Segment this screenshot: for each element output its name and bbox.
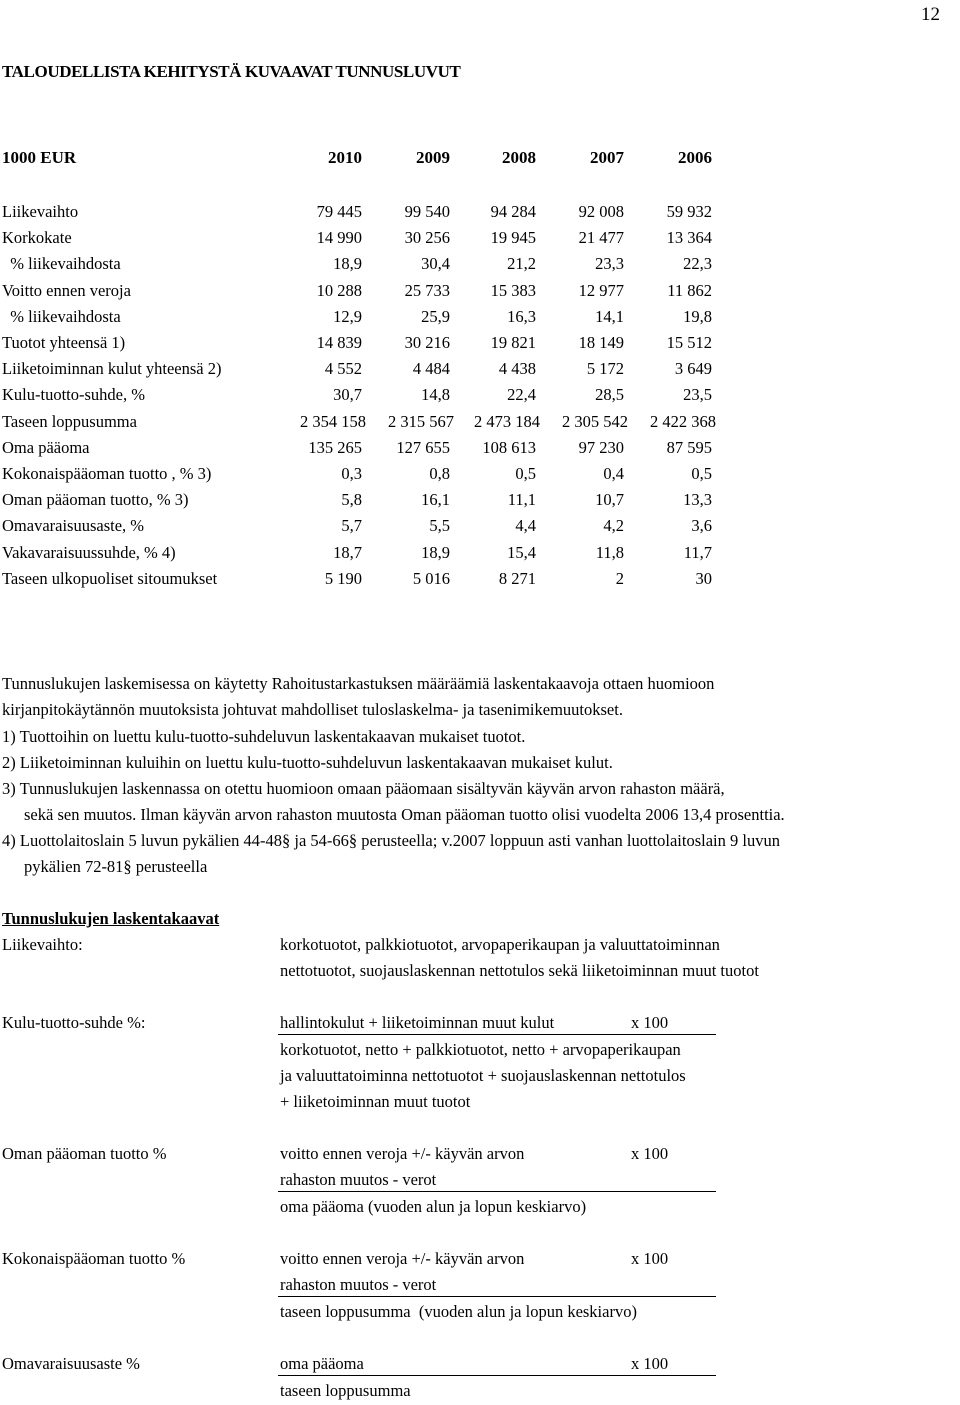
table-cell-2007: 21 477 [578, 228, 624, 247]
formula-kulu-tuotto-denominator-3: + liiketoiminnan muut tuotot [280, 1092, 471, 1111]
table-cell-2010: 14 839 [316, 333, 362, 352]
table-row-label: % liikevaihdosta [2, 254, 121, 273]
table-row-label: Omavaraisuusaste, % [2, 516, 145, 535]
footnote-4-cont: pykälien 72-81§ perusteella [24, 857, 208, 876]
table-cell-2006: 11,7 [683, 543, 712, 562]
table-cell-2009: 25 733 [404, 281, 450, 300]
formula-kulu-tuotto-numerator: hallintokulut + liiketoiminnan muut kulut [280, 1013, 555, 1032]
formula-label-omavaraisuus: Omavaraisuusaste % [2, 1354, 140, 1373]
table-cell-2006: 13,3 [683, 490, 712, 509]
table-cell-2010: 2 354 158 [300, 412, 366, 431]
table-cell-2010: 10 288 [316, 281, 362, 300]
table-cell-2008: 15,4 [507, 543, 536, 562]
formula-kokonaispaaoman-multiplier: x 100 [631, 1249, 669, 1268]
formula-label-oman-paaoman: Oman pääoman tuotto % [2, 1144, 167, 1163]
table-cell-2008: 11,1 [507, 490, 536, 509]
table-cell-2007: 12 977 [578, 281, 624, 300]
table-cell-2009: 5 016 [412, 569, 450, 588]
document-title: TALOUDELLISTA KEHITYSTÄ KUVAAVAT TUNNUSLUVUT [2, 62, 461, 81]
table-cell-2009: 30 256 [404, 228, 450, 247]
formula-oman-paaoman-multiplier: x 100 [631, 1144, 669, 1163]
table-cell-2010: 0,3 [341, 464, 362, 483]
table-row-label: Korkokate [2, 228, 72, 247]
table-cell-2009: 14,8 [421, 385, 450, 404]
table-cell-2007: 11,8 [595, 543, 624, 562]
table-cell-2007: 4,2 [603, 516, 624, 535]
table-cell-2007: 2 305 542 [562, 412, 628, 431]
table-cell-2007: 28,5 [595, 385, 624, 404]
table-row-label: Taseen loppusumma [2, 412, 137, 431]
table-cell-2008: 8 271 [498, 569, 536, 588]
table-cell-2006: 11 862 [667, 281, 712, 300]
table-cell-2008: 21,2 [507, 254, 536, 273]
table-cell-2009: 25,9 [421, 307, 450, 326]
formula-omavaraisuus-denominator: taseen loppusumma [280, 1381, 411, 1400]
table-cell-2009: 18,9 [421, 543, 450, 562]
formula-oman-paaoman-numerator-1: voitto ennen veroja +/- käyvän arvon [280, 1144, 525, 1163]
year-header-2010: 2010 [328, 148, 362, 167]
year-header-2008: 2008 [502, 148, 536, 167]
table-cell-2008: 0,5 [515, 464, 536, 483]
formula-kulu-tuotto-denominator-2: ja valuuttatoiminna nettotuotot + suojauslaskennan nettotulos [280, 1066, 686, 1085]
table-cell-2007: 5 172 [586, 359, 624, 378]
table-cell-2007: 23,3 [595, 254, 624, 273]
note-intro-line-1: Tunnuslukujen laskemisessa on käytetty Rahoitustarkastuksen määräämiä laskentakaavoja ottaen huomioon [2, 674, 715, 693]
fraction-rule [278, 1191, 716, 1192]
table-row-label: Kulu-tuotto-suhde, % [2, 385, 145, 404]
table-cell-2009: 5,5 [429, 516, 450, 535]
formula-kulu-tuotto-multiplier: x 100 [631, 1013, 669, 1032]
table-cell-2008: 4,4 [515, 516, 536, 535]
table-cell-2006: 19,8 [683, 307, 712, 326]
formula-label-liikevaihto: Liikevaihto: [2, 935, 83, 954]
table-cell-2006: 22,3 [683, 254, 712, 273]
table-cell-2009: 2 315 567 [388, 412, 454, 431]
fraction-rule [278, 1296, 716, 1297]
table-cell-2006: 3,6 [691, 516, 712, 535]
formula-oman-paaoman-numerator-2: rahaston muutos - verot [280, 1170, 437, 1189]
table-cell-2007: 2 [615, 569, 624, 588]
table-cell-2009: 30,4 [421, 254, 450, 273]
table-cell-2008: 15 383 [490, 281, 536, 300]
formulas-heading: Tunnuslukujen laskentakaavat [2, 909, 220, 928]
footnote-1: 1) Tuottoihin on luettu kulu-tuotto-suhdeluvun laskentakaavan mukaiset tuotot. [2, 727, 526, 746]
table-cell-2010: 30,7 [333, 385, 362, 404]
table-row-label: Oma pääoma [2, 438, 90, 457]
table-cell-2010: 135 265 [308, 438, 362, 457]
table-cell-2010: 4 552 [324, 359, 362, 378]
table-row-label: Vakavaraisuussuhde, % 4) [2, 543, 176, 562]
table-cell-2010: 12,9 [333, 307, 362, 326]
table-cell-2010: 5 190 [324, 569, 362, 588]
table-cell-2010: 79 445 [316, 202, 362, 221]
table-cell-2009: 0,8 [429, 464, 450, 483]
table-row-label: Voitto ennen veroja [2, 281, 131, 300]
table-cell-2007: 10,7 [595, 490, 624, 509]
table-cell-2008: 16,3 [507, 307, 536, 326]
table-cell-2007: 18 149 [578, 333, 624, 352]
table-cell-2006: 87 595 [666, 438, 712, 457]
formula-kokonaispaaoman-numerator-1: voitto ennen veroja +/- käyvän arvon [280, 1249, 525, 1268]
table-cell-2009: 4 484 [412, 359, 450, 378]
table-cell-2009: 30 216 [404, 333, 450, 352]
table-cell-2009: 99 540 [404, 202, 450, 221]
table-row-label: Liiketoiminnan kulut yhteensä 2) [2, 359, 222, 378]
table-cell-2006: 59 932 [666, 202, 712, 221]
footnote-3: 3) Tunnuslukujen laskennassa on otettu huomioon omaan pääomaan sisältyvän käyvän arvon rahaston määrä, [2, 779, 725, 798]
formula-label-kulu-tuotto: Kulu-tuotto-suhde %: [2, 1013, 146, 1032]
year-header-2009: 2009 [416, 148, 450, 167]
table-row-label: % liikevaihdosta [2, 307, 121, 326]
formula-liikevaihto-line-1: korkotuotot, palkkiotuotot, arvopaperikaupan ja valuuttatoiminnan [280, 935, 720, 954]
year-header-2007: 2007 [590, 148, 624, 167]
footnote-2: 2) Liiketoiminnan kuluihin on luettu kulu-tuotto-suhdeluvun laskentakaavan mukaiset kulut. [2, 753, 613, 772]
table-cell-2008: 22,4 [507, 385, 536, 404]
table-cell-2007: 97 230 [578, 438, 624, 457]
table-cell-2006: 30 [695, 569, 712, 588]
table-cell-2006: 15 512 [666, 333, 712, 352]
table-cell-2008: 19 821 [490, 333, 536, 352]
formula-oman-paaoman-denominator: oma pääoma (vuoden alun ja lopun keskiarvo) [280, 1197, 587, 1216]
table-cell-2008: 108 613 [482, 438, 536, 457]
table-cell-2006: 23,5 [683, 385, 712, 404]
table-cell-2006: 3 649 [674, 359, 712, 378]
formula-label-kokonaispaaoman: Kokonaispääoman tuotto % [2, 1249, 186, 1268]
table-cell-2008: 19 945 [490, 228, 536, 247]
table-cell-2007: 14,1 [595, 307, 624, 326]
table-cell-2007: 0,4 [603, 464, 624, 483]
table-row-label: Liikevaihto [2, 202, 79, 221]
table-cell-2010: 14 990 [316, 228, 362, 247]
page-number: 12 [921, 4, 940, 25]
formula-omavaraisuus-numerator: oma pääoma [280, 1354, 364, 1373]
table-cell-2008: 4 438 [498, 359, 536, 378]
table-cell-2008: 94 284 [490, 202, 536, 221]
year-header-2006: 2006 [678, 148, 712, 167]
formula-kokonaispaaoman-numerator-2: rahaston muutos - verot [280, 1275, 437, 1294]
formula-liikevaihto-line-2: nettotuotot, suojauslaskennan nettotulos sekä liiketoiminnan muut tuotot [280, 961, 759, 980]
fraction-rule [278, 1375, 716, 1376]
table-row-label: Oman pääoman tuotto, % 3) [2, 490, 189, 509]
footnote-4: 4) Luottolaitoslain 5 luvun pykälien 44-48§ ja 54-66§ perusteella; v.2007 loppuun asti vanhan luottolaitoslain 9 luvun [2, 831, 780, 850]
formula-kulu-tuotto-denominator-1: korkotuotot, netto + palkkiotuotot, netto + arvopaperikaupan [280, 1040, 681, 1059]
table-cell-2010: 5,8 [341, 490, 362, 509]
formula-omavaraisuus-multiplier: x 100 [631, 1354, 669, 1373]
table-cell-2007: 92 008 [578, 202, 624, 221]
table-cell-2006: 13 364 [666, 228, 712, 247]
table-unit-header: 1000 EUR [2, 148, 77, 167]
table-cell-2006: 2 422 368 [650, 412, 716, 431]
table-cell-2006: 0,5 [691, 464, 712, 483]
table-cell-2010: 18,9 [333, 254, 362, 273]
table-cell-2009: 16,1 [421, 490, 450, 509]
table-row-label: Kokonaispääoman tuotto , % 3) [2, 464, 212, 483]
table-row-label: Taseen ulkopuoliset sitoumukset [2, 569, 218, 588]
fraction-rule [278, 1034, 716, 1035]
note-intro-line-2: kirjanpitokäytännön muutoksista johtuvat mahdolliset tuloslaskelma- ja tasenimikemuutokset. [2, 700, 623, 719]
table-row-label: Tuotot yhteensä 1) [2, 333, 126, 352]
formula-kokonaispaaoman-denominator: taseen loppusumma (vuoden alun ja lopun keskiarvo) [280, 1302, 637, 1321]
table-cell-2010: 18,7 [333, 543, 362, 562]
table-cell-2010: 5,7 [341, 516, 362, 535]
table-cell-2008: 2 473 184 [474, 412, 540, 431]
table-cell-2009: 127 655 [396, 438, 450, 457]
footnote-3-cont: sekä sen muutos. Ilman käyvän arvon rahaston muutosta Oman pääoman tuotto olisi vuodelta 2006 13,4 prosenttia. [24, 805, 785, 824]
